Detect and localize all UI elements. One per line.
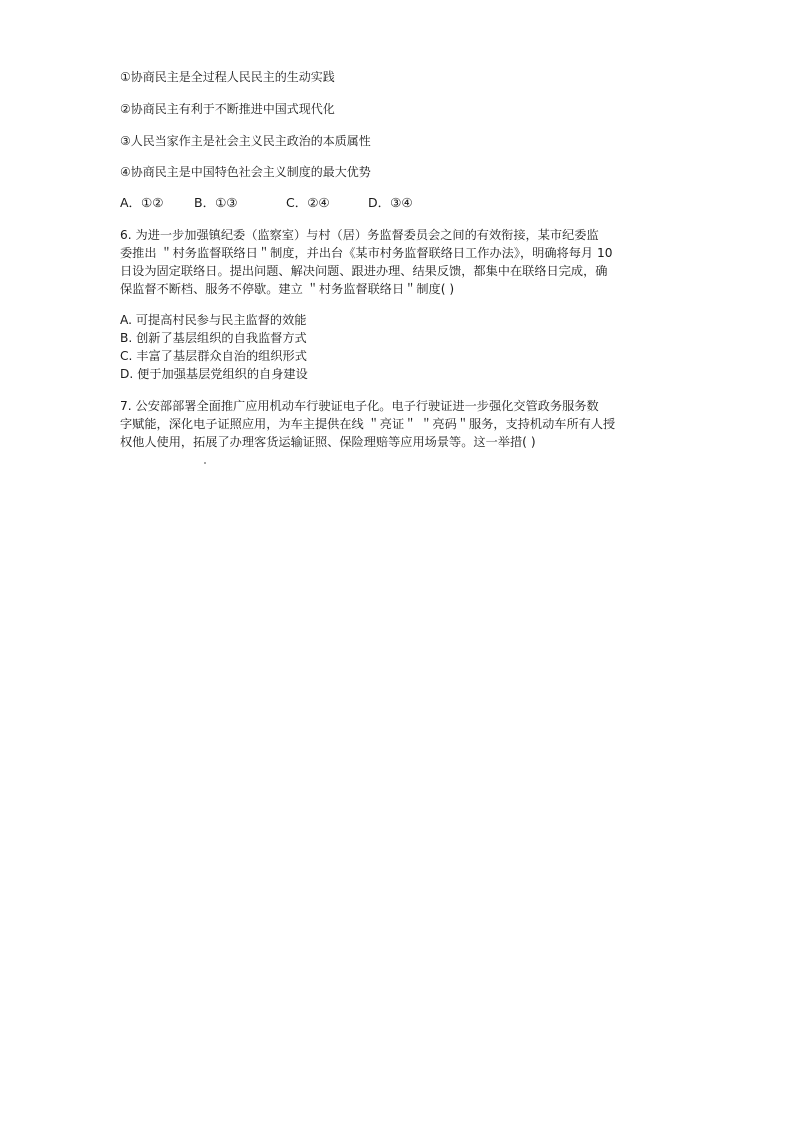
question-7-stem bbox=[120, 397, 680, 451]
question-6-line-2: 委推出 ＂村务监督联络日＂制度，并出台《某市村务监督联络日工作办法》，明确将每月 10 bbox=[120, 246, 613, 260]
question-6-line-3: 日设为固定联络日。提出问题、解决问题、跟进办理、结果反馈，都集中在联络日完成，确 bbox=[120, 264, 608, 278]
question-6-line-4: 保监督不断档、服务不停歇。建立 ＂村务监督联络日＂制度( ) bbox=[120, 282, 455, 296]
statement-1: ①协商民主是全过程人民民主的生动实践 bbox=[120, 70, 335, 84]
question-6-line-1: 6. 为进一步加强镇纪委（监察室）与村（居）务监督委员会之间的有效衔接，某市纪委监 bbox=[120, 228, 599, 242]
question-6-stem bbox=[120, 226, 680, 298]
question-7-line-3: 权他人使用，拓展了办理客货运输证照、保险理赔等应用场景等。这一举措( ) bbox=[120, 435, 536, 449]
option-d: D. 便于加强基层党组织的自身建设 bbox=[120, 367, 308, 381]
choice-b: B．①③ bbox=[194, 195, 238, 210]
statement-4: ④协商民主是中国特色社会主义制度的最大优势 bbox=[120, 165, 371, 179]
question-7-line-1: 7. 公安部部署全面推广应用机动车行驶证电子化。电子行驶证进一步强化交管政务服务数 bbox=[120, 399, 599, 413]
statement-3: ③人民当家作主是社会主义民主政治的本质属性 bbox=[120, 134, 371, 148]
choice-a: A．①② bbox=[120, 195, 164, 210]
stray-mark bbox=[204, 462, 206, 464]
statement-2: ②协商民主有利于不断推进中国式现代化 bbox=[120, 102, 335, 116]
choice-c: C．②④ bbox=[286, 195, 330, 210]
option-b: B. 创新了基层组织的自我监督方式 bbox=[120, 331, 307, 345]
option-c: C. 丰富了基层群众自治的组织形式 bbox=[120, 349, 307, 363]
question-7-line-2: 字赋能，深化电子证照应用，为车主提供在线 ＂亮证＂ ＂亮码＂服务，支持机动车所有人授 bbox=[120, 417, 616, 431]
question-6-options bbox=[120, 311, 308, 383]
option-a: A. 可提高村民参与民主监督的效能 bbox=[120, 313, 307, 327]
choice-d: D．③④ bbox=[368, 195, 413, 210]
